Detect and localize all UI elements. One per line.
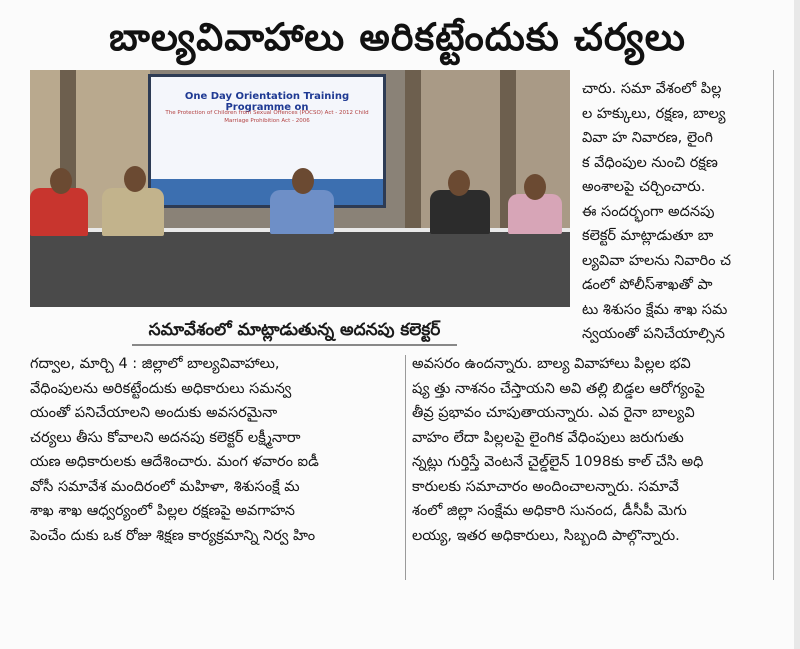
column-divider <box>405 355 406 580</box>
text-line: తీవ్ర ప్రభావం చూపుతాయన్నారు. ఎవ రైనా బాల్యవి <box>412 405 695 421</box>
person <box>430 190 490 234</box>
text-line: ల్యవివా హలను నివారిం చ <box>582 252 732 269</box>
text-line: వివా హ నివారణ, లైంగి <box>582 130 713 146</box>
text-line: వాహం లేదా పిల్లలపై లైంగిక వేధింపులు జరుగుతు <box>412 429 684 446</box>
text-line: అంశాలపై చర్చించారు. <box>582 179 706 195</box>
adjacent-page-edge <box>794 0 800 649</box>
text-line: క వేధింపుల నుంచి రక్షణ <box>582 154 718 171</box>
person <box>270 190 334 234</box>
conference-table <box>30 232 570 307</box>
text-line: డంలో పోలీస్‌శాఖతో పా <box>582 277 713 293</box>
photo-caption: సమావేశంలో మాట్లాడుతున్న అదనపు కలెక్టర్ <box>132 316 457 346</box>
text-line: యంతో పనిచేయాలని అందుకు అవసరమైనా <box>30 405 278 421</box>
projector-screen <box>148 74 386 208</box>
text-line: కలెక్టర్ మాట్లాడుతూ బా <box>582 228 714 244</box>
text-line: చారు. సమా వేశంలో పిల్ల <box>582 81 722 97</box>
text-line: కారులకు సమాచారం అందించాలన్నారు. సమావే <box>412 478 679 495</box>
photo-pillar <box>405 70 421 240</box>
text-line: శాఖ శాఖ ఆధ్వర్యంలో పిల్లల రక్షణపై అవగాహన <box>30 503 295 519</box>
person-head <box>50 168 72 194</box>
person <box>508 194 562 234</box>
text-line: శంలో జిల్లా సంక్షేమ అధికారి సునంద, డీసీపీ మెగు <box>412 503 687 519</box>
slide-title: One Day Orientation Training Programme on <box>184 91 350 113</box>
text-line: లయ్య, ఇతర అధికారులు, సిబ్బంది పాల్గొన్నారు. <box>412 527 680 544</box>
article-headline: బాల్యవివాహాలు అరికట్టేందుకు చర్యలు <box>109 15 686 59</box>
text-line: న్వయంతో పనిచేయాల్సిన <box>582 326 725 342</box>
column-divider <box>773 70 774 580</box>
person-head <box>524 174 546 200</box>
slide-subtitle: The Protection of Children from Sexual Offences (POCSO) Act - 2012 Child Marriage Prohibition Act - 2006 <box>165 110 369 124</box>
text-line: వేధింపులను అరికట్టేందుకు అధికారులు సమన్వ <box>30 380 292 397</box>
text-line: చర్యలు తీసు కోవాలని అదనపు కలెక్టర్ లక్ష్మీనారా <box>30 429 301 446</box>
text-line: యణ అధికారులకు ఆదేశించారు. మంగ ళవారం ఐడీ <box>30 454 319 470</box>
article-photo <box>30 70 570 307</box>
article-right-column <box>582 77 768 347</box>
text-line: ల హక్కులు, రక్షణ, బాల్య <box>582 105 726 122</box>
slide-footer-bar <box>151 179 383 205</box>
person-head <box>292 168 314 194</box>
text-line: పెంచేం దుకు ఒక రోజు శిక్షణ కార్యక్రమాన్ని నిర్వ హిం <box>30 527 316 544</box>
text-line: న్నట్లు గుర్తిస్తే వెంటనే చైల్డ్‌లైన్ 1098కు కాల్ చేసి అధి <box>412 454 704 470</box>
text-line: ఈ సందర్భంగా అదనపు <box>582 203 715 220</box>
person <box>30 188 88 236</box>
text-line: టు శిశుసం క్షేమ శాఖ సమ <box>582 301 728 318</box>
article-left-column <box>30 352 402 548</box>
text-line: ష్య త్తు నాశనం చేస్తాయని అవి తల్లి బిడ్డల ఆరోగ్యంపై <box>412 380 705 397</box>
text-line: అవసరం ఉందన్నారు. బాల్య వివాహాలు పిల్లల భవి <box>412 356 691 372</box>
article-middle-column <box>412 352 768 548</box>
text-line: వోసీ సమావేశ మందిరంలో మహిళా, శిశుసంక్షే మ <box>30 478 300 495</box>
person-head <box>124 166 146 192</box>
person-head <box>448 170 470 196</box>
person <box>102 188 164 236</box>
text-line: గద్వాల, మార్చి 4 : జిల్లాలో బాల్యవివాహాలు, <box>30 356 280 372</box>
